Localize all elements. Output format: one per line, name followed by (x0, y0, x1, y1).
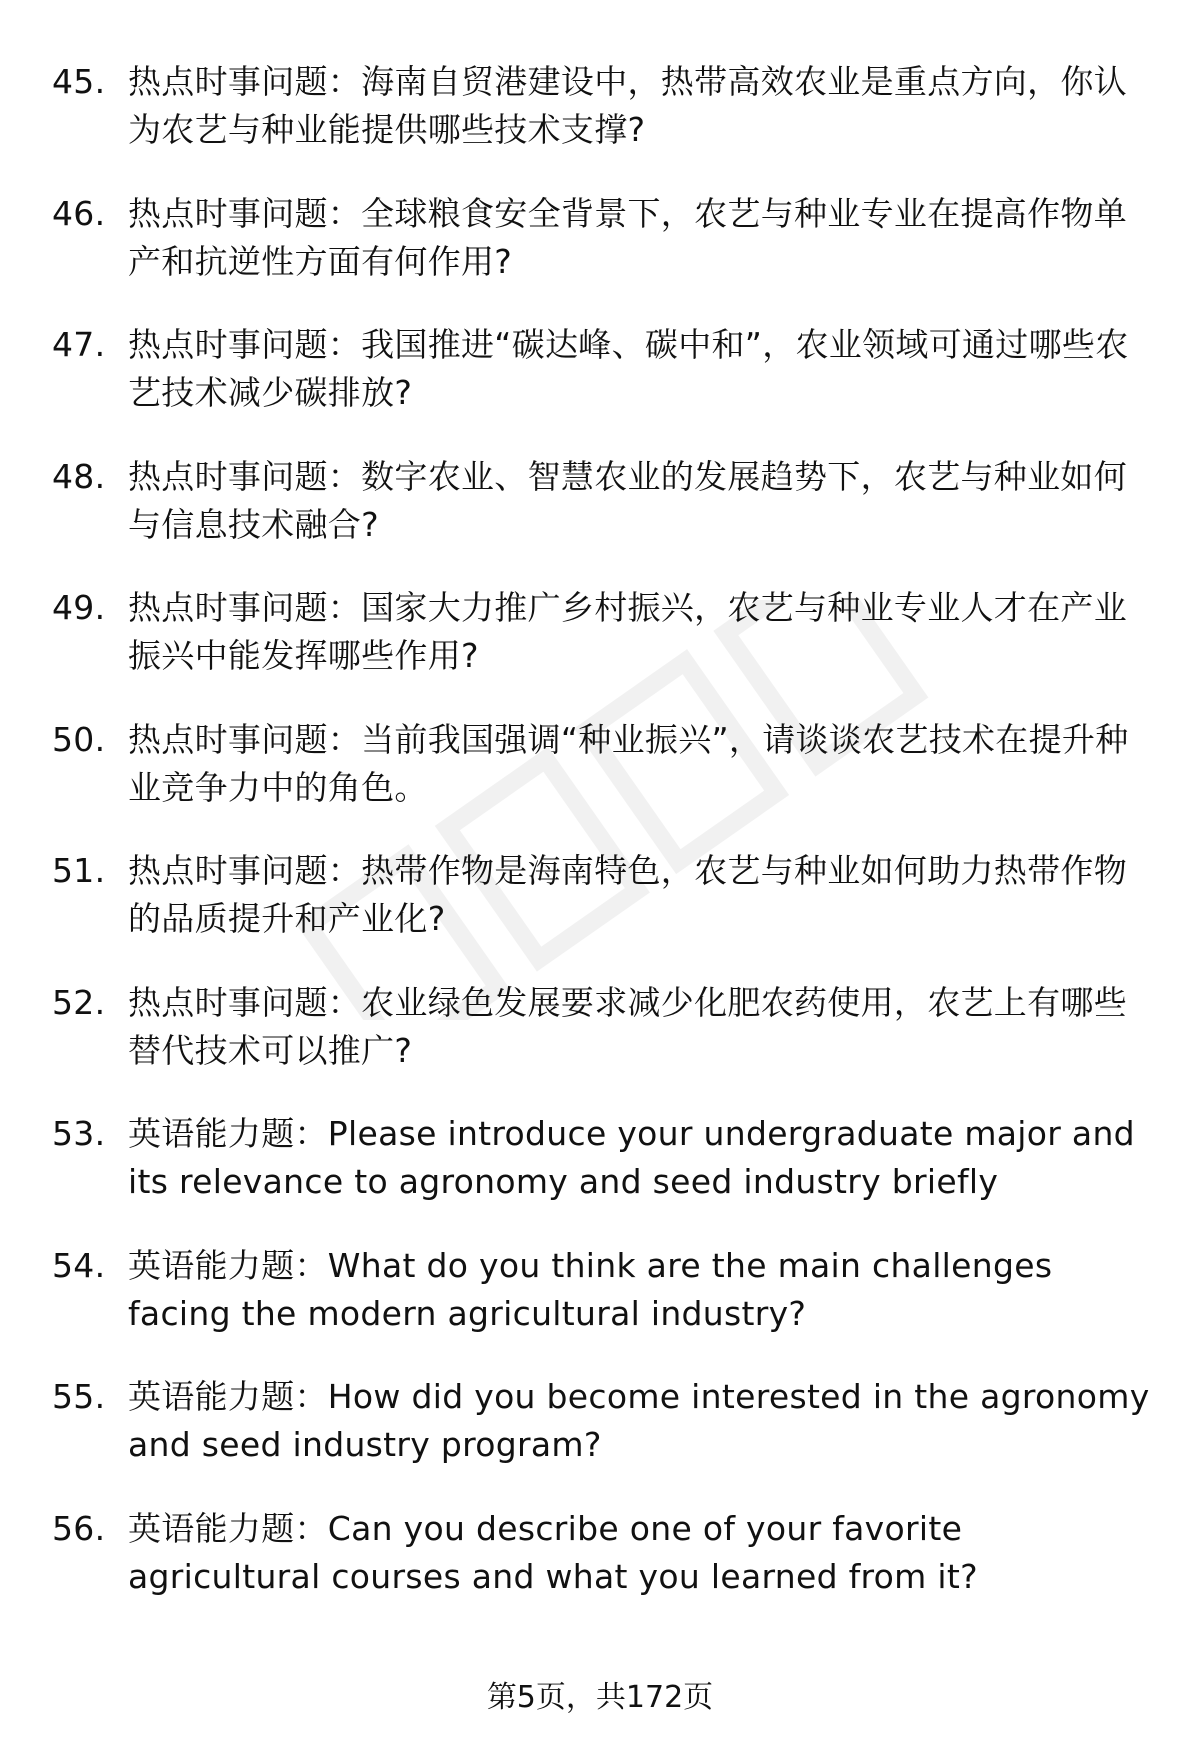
page-number: 第5页，共172页 (486, 1680, 714, 1715)
list-item (52, 190, 1152, 286)
question-number: 45. (52, 62, 106, 101)
question-number: 51. (52, 851, 106, 890)
question-number: 55. (52, 1377, 106, 1416)
question-text: 英语能力题：How did you become interested in the agronomy and seed industry program? (128, 1377, 1150, 1464)
question-number: 49. (52, 588, 106, 627)
list-item (52, 453, 1152, 549)
question-number: 46. (52, 193, 106, 233)
list-item (52, 847, 1152, 943)
question-text: 热点时事问题：热带作物是海南特色，农艺与种业如何助力热带作物的品质提升和产业化? (128, 851, 1127, 938)
list-item (52, 1505, 1152, 1601)
list-item (52, 58, 1152, 154)
question-text: 热点时事问题：数字农业、智慧农业的发展趋势下，农艺与种业如何与信息技术融合? (128, 456, 1127, 544)
question-number: 50. (52, 719, 106, 759)
list-item (52, 1373, 1152, 1469)
question-text: 英语能力题：Please introduce your undergraduate major and its relevance to agronomy and seed industry briefly (128, 1114, 1135, 1201)
list-item (52, 979, 1152, 1075)
list-item (52, 321, 1152, 417)
question-number: 53. (52, 1114, 106, 1153)
list-item (52, 584, 1152, 680)
question-list (52, 58, 1152, 1636)
question-text: 热点时事问题：海南自贸港建设中，热带高效农业是重点方向，你认为农艺与种业能提供哪些技术支撑? (128, 62, 1127, 149)
question-text: 热点时事问题：全球粮食安全背景下，农艺与种业专业在提高作物单产和抗逆性方面有何作用? (128, 193, 1127, 281)
question-text: 热点时事问题：我国推进“碳达峰、碳中和”，农业领域可通过哪些农艺技术减少碳排放? (128, 325, 1129, 412)
question-number: 52. (52, 982, 106, 1022)
page-footer (0, 1678, 1200, 1718)
question-number: 56. (52, 1508, 106, 1548)
question-number: 54. (52, 1245, 106, 1285)
question-text: 热点时事问题：国家大力推广乡村振兴，农艺与种业专业人才在产业振兴中能发挥哪些作用? (128, 588, 1127, 675)
question-number: 48. (52, 456, 106, 496)
list-item (52, 1110, 1152, 1206)
list-item (52, 716, 1152, 812)
question-text: 热点时事问题：当前我国强调“种业振兴”，请谈谈农艺技术在提升种业竞争力中的角色。 (128, 719, 1129, 807)
question-number: 47. (52, 325, 106, 364)
list-item (52, 1242, 1152, 1338)
question-text: 英语能力题：Can you describe one of your favorite agricultural courses and what you learned from it? (128, 1508, 978, 1596)
question-text: 热点时事问题：农业绿色发展要求减少化肥农药使用，农艺上有哪些替代技术可以推广? (128, 982, 1127, 1070)
question-text: 英语能力题：What do you think are the main challenges facing the modern agricultural industry? (128, 1245, 1053, 1333)
